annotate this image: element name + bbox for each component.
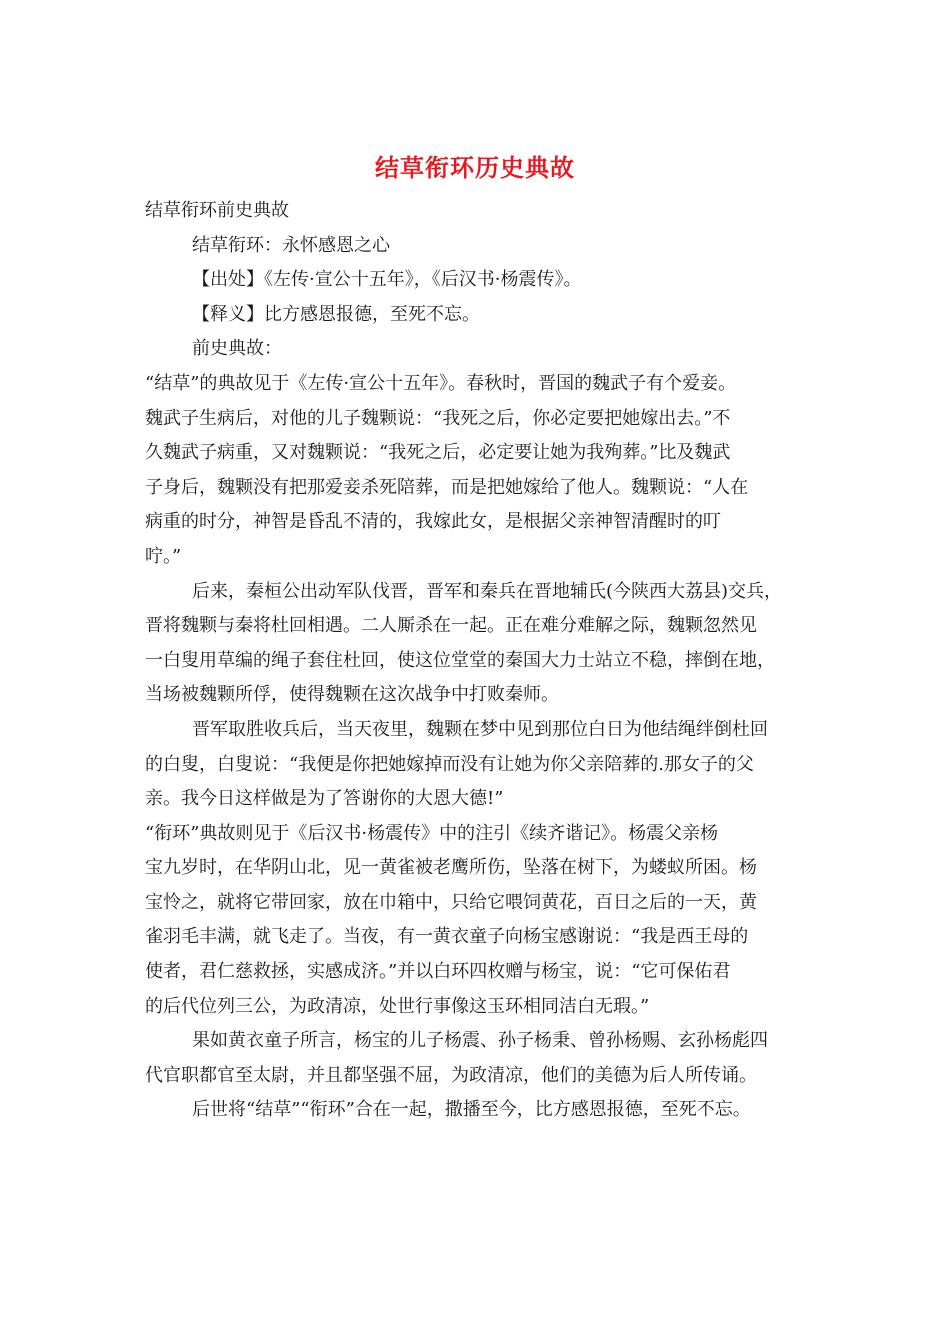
paragraph-line: 久魏武子病重，又对魏颗说：“我死之后，必定要让她为我殉葬。”比及魏武	[145, 442, 731, 464]
paragraph-line: 亲。我今日这样做是为了答谢你的大恩大德!”	[145, 788, 504, 810]
paragraph-line: 使者，君仁慈救拯，实感成济。”并以白环四枚赠与杨宝，说：“它可保佑君	[145, 961, 731, 983]
paragraph-line: 宝九岁时，在华阴山北，见一黄雀被老鹰所伤，坠落在树下，为蝼蚁所困。杨	[145, 857, 757, 879]
paragraph-line: 子身后，魏颗没有把那爱妾杀死陪葬，而是把她嫁给了他人。魏颗说：“人在	[145, 476, 749, 498]
paragraph-line: 病重的时分，神智是昏乱不清的，我嫁此女，是根据父亲神智清醒时的叮	[145, 511, 721, 533]
paragraph-line: 代官职都官至太尉，并且都坚强不屈，为政清凉，他们的美德为后人所传诵。	[145, 1064, 757, 1086]
paragraph-line: “衔环”典故则见于《后汉书·杨震传》中的注引《续齐谐记》。杨震父亲杨	[145, 822, 719, 844]
paragraph-line: “结草”的典故见于《左传·宣公十五年》。春秋时，晋国的魏武子有个爱妾。	[145, 372, 737, 394]
paragraph-line: 咛。”	[145, 545, 182, 567]
paragraph-line: 后世将“结草”“衔环”合在一起，撒播至今，比方感恩报德，至死不忘。	[192, 1099, 751, 1121]
paragraph-line: 魏武子生病后，对他的儿子魏颗说：“我死之后，你必定要把她嫁出去。”不	[145, 407, 731, 429]
subtitle-line: 结草衔环前史典故	[145, 200, 289, 221]
paragraph-line: 当场被魏颗所俘，使得魏颗在这次战争中打败秦师。	[145, 684, 559, 706]
paragraph-line: 后来，秦桓公出动军队伐晋，晋军和秦兵在晋地辅氏(今陕西大荔县)交兵，	[192, 580, 783, 602]
document-body	[145, 194, 825, 1128]
paragraph-line: 【出处】《左传·宣公十五年》，《后汉书·杨震传》。	[192, 269, 582, 291]
paragraph-line: 雀羽毛丰满，就飞走了。当夜，有一黄衣童子向杨宝感谢说：“我是西王母的	[145, 926, 749, 948]
paragraph-line: 晋将魏颗与秦将杜回相遇。二人厮杀在一起。正在难分难解之际，魏颗忽然见	[145, 615, 757, 637]
document-title: 结草衔环历史典故	[375, 153, 575, 182]
paragraph-line: 宝怜之，就将它带回家，放在巾箱中，只给它喂饲黄花，百日之后的一天，黄	[145, 891, 757, 913]
paragraph-line: 的后代位列三公，为政清凉，处世行事像这玉环相同洁白无瑕。”	[145, 995, 650, 1017]
paragraph-line: 一白叟用草编的绳子套住杜回，使这位堂堂的秦国大力士站立不稳，摔倒在地，	[145, 649, 775, 671]
paragraph-line: 前史典故：	[192, 338, 282, 360]
paragraph-line: 【释义】比方感恩报德，至死不忘。	[192, 303, 480, 325]
paragraph-line: 的白叟，白叟说：“我便是你把她嫁掉而没有让她为你父亲陪葬的.那女子的父	[145, 753, 754, 775]
paragraph-line: 果如黄衣童子所言，杨宝的儿子杨震、孙子杨秉、曾孙杨赐、玄孙杨彪四	[192, 1030, 768, 1052]
paragraph-line: 晋军取胜收兵后，当天夜里，魏颗在梦中见到那位白日为他结绳绊倒杜回	[192, 718, 768, 740]
paragraph-line: 结草衔环：永怀感恩之心	[192, 234, 390, 256]
